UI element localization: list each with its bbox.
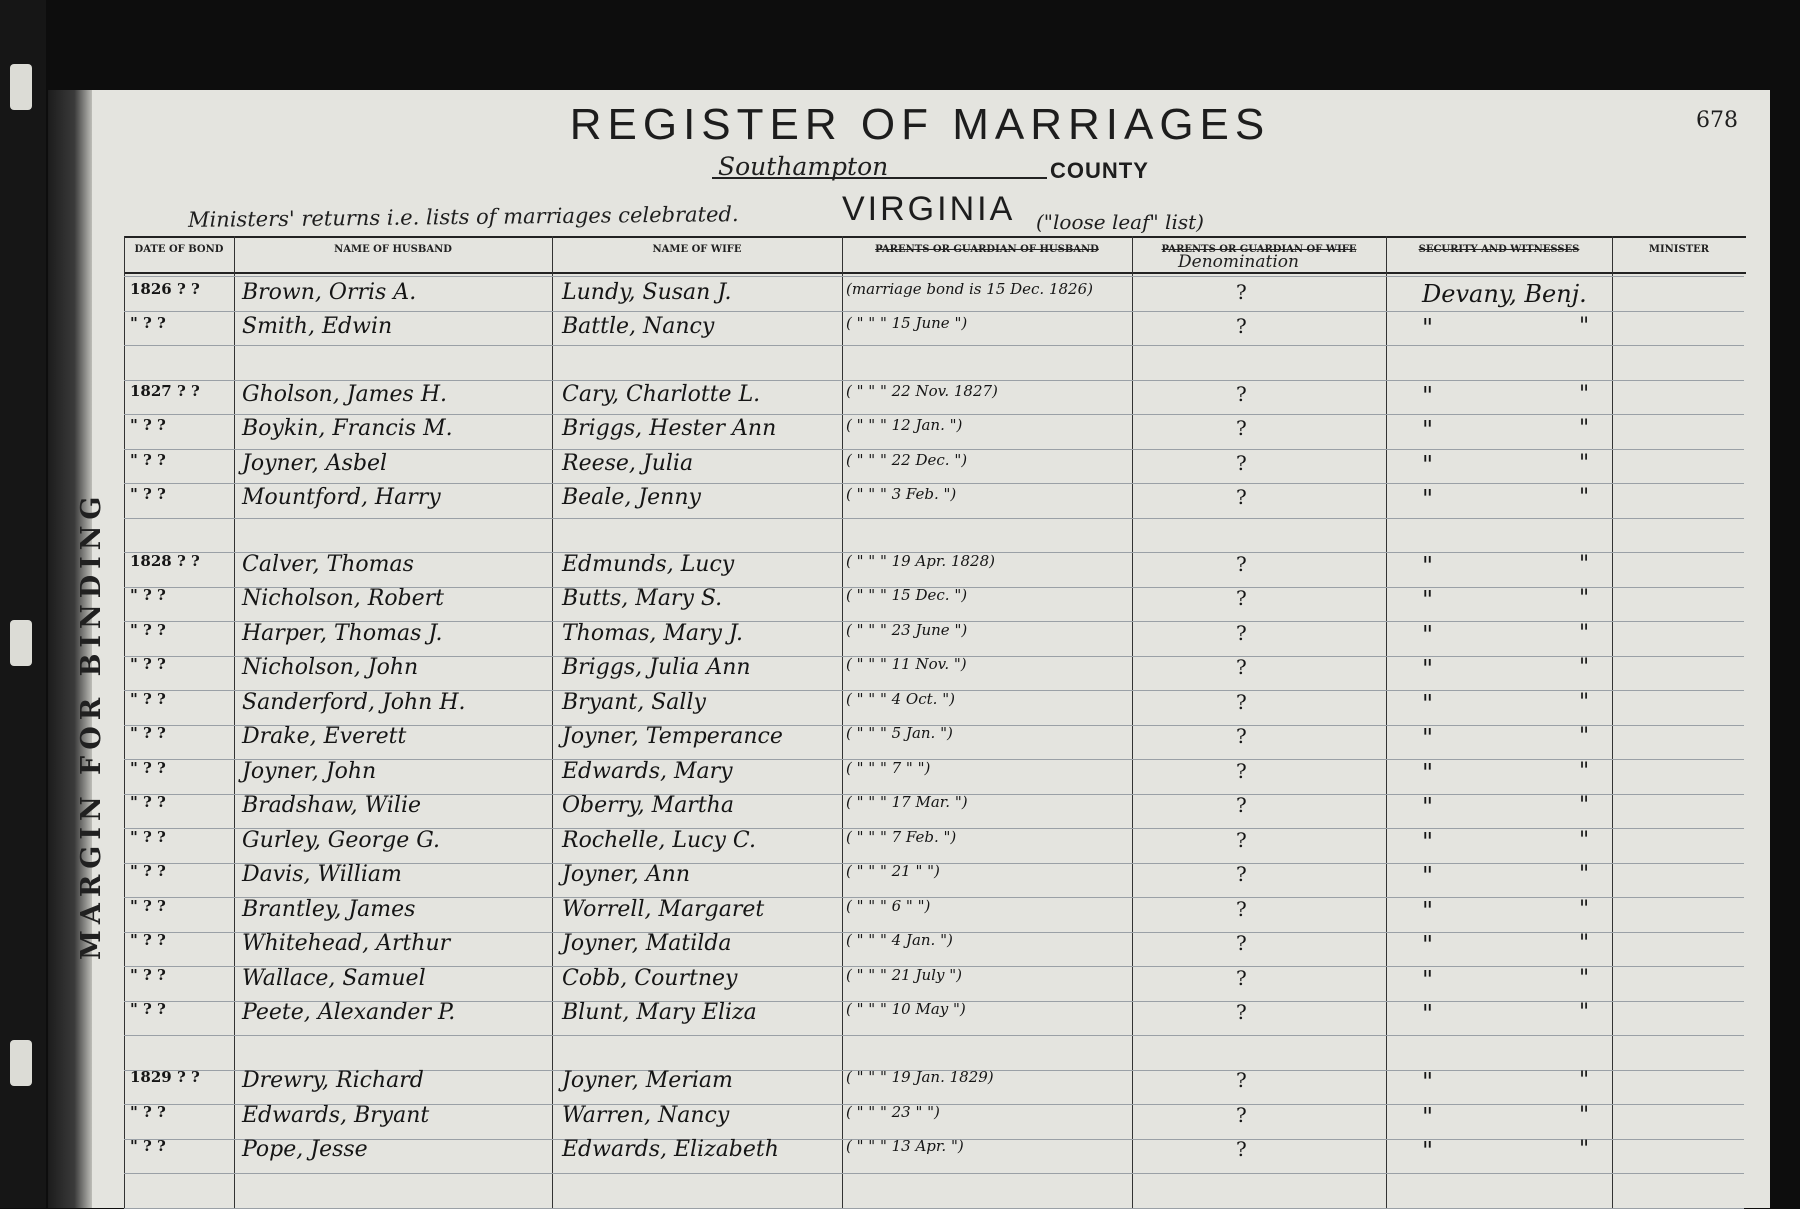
table-row	[124, 621, 1744, 653]
security-surname: "	[1422, 382, 1434, 410]
bond-note: ( " " " 10 May ")	[846, 1000, 966, 1018]
page-number: 678	[1696, 108, 1738, 133]
table-row	[124, 828, 1744, 860]
entry-date: " ? ?	[130, 314, 166, 332]
bond-note: ( " " " 12 Jan. ")	[846, 416, 963, 434]
bond-note: ( " " " 5 Jan. ")	[846, 724, 953, 742]
loose-leaf-note: ("loose leaf" list)	[1036, 210, 1204, 234]
bond-note: ( " " " 23 " ")	[846, 1103, 940, 1121]
denomination-mark: ?	[1236, 1068, 1247, 1092]
bond-note: ( " " " 4 Jan. ")	[846, 931, 953, 949]
security-surname: "	[1422, 897, 1434, 925]
wife-name: Oberry, Martha	[562, 793, 734, 818]
husband-name: Whitehead, Arthur	[242, 931, 451, 956]
table-row	[124, 314, 1744, 346]
husband-name: Smith, Edwin	[242, 314, 393, 339]
wife-name: Edmunds, Lucy	[562, 552, 735, 577]
header-husband: NAME OF HUSBAND	[334, 244, 452, 255]
security-surname: "	[1422, 655, 1434, 683]
husband-name: Davis, William	[242, 862, 402, 887]
ministers-note: Ministers' returns i.e. lists of marriages celebrated.	[187, 202, 739, 232]
security-surname: "	[1422, 485, 1434, 513]
table-row	[124, 586, 1744, 618]
table-row	[124, 280, 1744, 312]
county-label: COUNTY	[1050, 158, 1149, 183]
husband-name: Brown, Orris A.	[242, 280, 417, 305]
security-given-name: "	[1579, 862, 1590, 887]
county-underline	[712, 177, 1047, 179]
entry-date: " ? ?	[130, 416, 166, 434]
wife-name: Worrell, Margaret	[562, 897, 765, 922]
bond-note: ( " " " 15 Dec. ")	[846, 586, 968, 604]
bond-note: ( " " " 7 Feb. ")	[846, 828, 957, 846]
security-given-name: "	[1579, 690, 1590, 715]
husband-name: Gholson, James H.	[242, 382, 447, 407]
denomination-mark: ?	[1236, 1137, 1247, 1161]
table-row	[124, 485, 1744, 517]
security-given-name: "	[1579, 382, 1590, 407]
film-perforation	[10, 620, 32, 666]
header-wife: NAME OF WIFE	[652, 244, 742, 255]
security-surname: "	[1422, 314, 1434, 342]
denomination-mark: ?	[1236, 759, 1247, 783]
husband-name: Boykin, Francis M.	[242, 416, 453, 441]
wife-name: Battle, Nancy	[562, 314, 715, 339]
ruled-line	[124, 1035, 1744, 1036]
wife-name: Briggs, Julia Ann	[562, 655, 751, 680]
wife-name: Butts, Mary S.	[562, 586, 723, 611]
denomination-mark: ?	[1236, 314, 1247, 338]
wife-name: Briggs, Hester Ann	[562, 416, 777, 441]
ruled-line	[124, 518, 1744, 519]
table-row	[124, 552, 1744, 584]
security-given-name: "	[1579, 793, 1590, 818]
margin-for-binding-label: MARGIN FOR BINDING	[76, 490, 107, 960]
wife-name: Edwards, Elizabeth	[562, 1137, 779, 1162]
security-given-name: "	[1579, 966, 1590, 991]
bond-note: ( " " " 22 Nov. 1827)	[846, 382, 998, 400]
entry-date: " ? ?	[130, 1000, 166, 1018]
security-surname: "	[1422, 451, 1434, 479]
table-row	[124, 966, 1744, 998]
state-name: VIRGINIA	[842, 190, 1016, 228]
entry-date: 1827 ? ?	[130, 382, 200, 400]
wife-name: Cary, Charlotte L.	[562, 382, 761, 407]
wife-name: Warren, Nancy	[562, 1103, 730, 1128]
security-given-name: "	[1579, 1137, 1590, 1162]
security-given-name: "	[1579, 586, 1590, 611]
security-given-name: "	[1579, 655, 1590, 680]
husband-name: Nicholson, Robert	[242, 586, 445, 611]
security-given-name: "	[1579, 552, 1590, 577]
security-given-name: "	[1579, 1000, 1590, 1025]
wife-name: Reese, Julia	[562, 451, 694, 476]
entry-date: " ? ?	[130, 931, 166, 949]
bond-note: ( " " " 7 " ")	[846, 759, 931, 777]
wife-name: Edwards, Mary	[562, 759, 733, 784]
security-surname: "	[1422, 966, 1434, 994]
security-given-name: "	[1579, 314, 1590, 339]
security-surname: "	[1422, 416, 1434, 444]
entry-date: " ? ?	[130, 966, 166, 984]
husband-name: Peete, Alexander P.	[242, 1000, 456, 1025]
ruled-line	[124, 380, 1744, 381]
table-row	[124, 416, 1744, 448]
security-given-name: "	[1579, 1103, 1590, 1128]
wife-name: Lundy, Susan J.	[562, 280, 732, 305]
entry-date: 1829 ? ?	[130, 1068, 200, 1086]
entry-date: " ? ?	[130, 451, 166, 469]
denomination-mark: ?	[1236, 416, 1247, 440]
header-security: SECURITY AND WITNESSES	[1418, 244, 1580, 255]
wife-name: Rochelle, Lucy C.	[562, 828, 756, 853]
bond-note: ( " " " 22 Dec. ")	[846, 451, 968, 469]
table-row	[124, 724, 1744, 756]
county-name: Southampton	[718, 152, 889, 181]
ruled-line	[124, 483, 1744, 484]
entry-date: " ? ?	[130, 621, 166, 639]
husband-name: Joyner, John	[242, 759, 377, 784]
entry-date: " ? ?	[130, 655, 166, 673]
header-minister: MINISTER	[1648, 244, 1710, 255]
security-surname: "	[1422, 793, 1434, 821]
husband-name: Nicholson, John	[242, 655, 419, 680]
wife-name: Bryant, Sally	[562, 690, 706, 715]
wife-name: Cobb, Courtney	[562, 966, 738, 991]
entry-date: " ? ?	[130, 862, 166, 880]
denomination-mark: ?	[1236, 382, 1247, 406]
security-given-name: "	[1579, 621, 1590, 646]
denomination-mark: ?	[1236, 621, 1247, 645]
table-row	[124, 793, 1744, 825]
entry-date: " ? ?	[130, 828, 166, 846]
husband-name: Mountford, Harry	[242, 485, 441, 510]
security-surname: "	[1422, 586, 1434, 614]
denomination-note: Denomination	[1178, 252, 1299, 272]
bond-note: ( " " " 21 July ")	[846, 966, 962, 984]
bond-note: ( " " " 17 Mar. ")	[846, 793, 968, 811]
table-row	[124, 759, 1744, 791]
header-parents-husband: PARENTS OR GUARDIAN OF HUSBAND	[875, 244, 1099, 255]
table-row	[124, 1137, 1744, 1169]
entry-date: 1826 ? ?	[130, 280, 200, 298]
table-row	[124, 931, 1744, 963]
denomination-mark: ?	[1236, 897, 1247, 921]
security-surname: "	[1422, 931, 1434, 959]
table-row	[124, 655, 1744, 687]
denomination-mark: ?	[1236, 862, 1247, 886]
ruled-line	[124, 449, 1744, 450]
denomination-mark: ?	[1236, 690, 1247, 714]
security-surname: "	[1422, 862, 1434, 890]
denomination-mark: ?	[1236, 724, 1247, 748]
security-surname: "	[1422, 724, 1434, 752]
security-given-name: "	[1579, 724, 1590, 749]
denomination-mark: ?	[1236, 552, 1247, 576]
bond-note: ( " " " 23 June ")	[846, 621, 968, 639]
security-surname: "	[1422, 1000, 1434, 1028]
header-date: DATE OF BOND	[134, 244, 224, 255]
entry-date: " ? ?	[130, 1137, 166, 1155]
bond-note: ( " " " 15 June ")	[846, 314, 968, 332]
header-parents-wife: PARENTS OR GUARDIAN OF WIFE	[1161, 244, 1357, 255]
ruled-line	[124, 1173, 1744, 1174]
wife-name: Thomas, Mary J.	[562, 621, 744, 646]
denomination-mark: ?	[1236, 1000, 1247, 1024]
denomination-mark: ?	[1236, 280, 1247, 304]
security-given-name: "	[1579, 416, 1590, 441]
bond-note: ( " " " 19 Apr. 1828)	[846, 552, 995, 570]
bond-note: ( " " " 3 Feb. ")	[846, 485, 957, 503]
ruled-line	[124, 276, 1744, 277]
denomination-mark: ?	[1236, 451, 1247, 475]
wife-name: Joyner, Temperance	[562, 724, 783, 749]
security-surname: "	[1422, 1103, 1434, 1131]
security-surname: "	[1422, 759, 1434, 787]
husband-name: Calver, Thomas	[242, 552, 414, 577]
entry-date: " ? ?	[130, 759, 166, 777]
wife-name: Joyner, Ann	[562, 862, 690, 887]
security-given-name: "	[1579, 897, 1590, 922]
table-row	[124, 1103, 1744, 1135]
bond-note: ( " " " 4 Oct. ")	[846, 690, 955, 708]
table-row	[124, 690, 1744, 722]
table-row	[124, 451, 1744, 483]
wife-name: Beale, Jenny	[562, 485, 701, 510]
table-row	[124, 862, 1744, 894]
husband-name: Brantley, James	[242, 897, 416, 922]
entry-date: 1828 ? ?	[130, 552, 200, 570]
security-given-name: "	[1579, 451, 1590, 476]
security-given-name: "	[1579, 828, 1590, 853]
husband-name: Gurley, George G.	[242, 828, 441, 853]
husband-name: Edwards, Bryant	[242, 1103, 430, 1128]
security-surname: "	[1422, 621, 1434, 649]
bond-note: ( " " " 19 Jan. 1829)	[846, 1068, 994, 1086]
entry-date: " ? ?	[130, 793, 166, 811]
table-row	[124, 382, 1744, 414]
husband-name: Harper, Thomas J.	[242, 621, 443, 646]
security-surname: "	[1422, 552, 1434, 580]
husband-name: Joyner, Asbel	[242, 451, 388, 476]
bond-note: ( " " " 21 " ")	[846, 862, 940, 880]
husband-name: Pope, Jesse	[242, 1137, 368, 1162]
entry-date: " ? ?	[130, 485, 166, 503]
bond-note: ( " " " 6 " ")	[846, 897, 931, 915]
bond-note: (marriage bond is 15 Dec. 1826)	[846, 280, 1093, 298]
denomination-mark: ?	[1236, 931, 1247, 955]
column-header-row	[124, 236, 1746, 274]
security-given-name: "	[1579, 931, 1590, 956]
husband-name: Drewry, Richard	[242, 1068, 424, 1093]
security-given-name: "	[1579, 1068, 1590, 1093]
husband-name: Drake, Everett	[242, 724, 407, 749]
bond-note: ( " " " 13 Apr. ")	[846, 1137, 964, 1155]
entry-date: " ? ?	[130, 897, 166, 915]
security-given-name: "	[1579, 485, 1590, 510]
denomination-mark: ?	[1236, 485, 1247, 509]
entry-date: " ? ?	[130, 724, 166, 742]
bond-note: ( " " " 11 Nov. ")	[846, 655, 967, 673]
husband-name: Bradshaw, Wilie	[242, 793, 422, 818]
film-perforation	[10, 1040, 32, 1086]
entry-date: " ? ?	[130, 1103, 166, 1121]
denomination-mark: ?	[1236, 586, 1247, 610]
wife-name: Joyner, Matilda	[562, 931, 732, 956]
security-surname: "	[1422, 1068, 1434, 1096]
denomination-mark: ?	[1236, 828, 1247, 852]
denomination-mark: ?	[1236, 1103, 1247, 1127]
denomination-mark: ?	[1236, 966, 1247, 990]
film-strip	[0, 0, 46, 1208]
husband-name: Sanderford, John H.	[242, 690, 466, 715]
security-surname: "	[1422, 1137, 1434, 1165]
entry-date: " ? ?	[130, 690, 166, 708]
denomination-mark: ?	[1236, 655, 1247, 679]
security-surname: "	[1422, 828, 1434, 856]
ruled-line	[124, 414, 1744, 415]
table-row	[124, 1068, 1744, 1100]
film-perforation	[10, 64, 32, 110]
security-surname: Devany, Benj.	[1422, 280, 1587, 308]
denomination-mark: ?	[1236, 793, 1247, 817]
security-surname: "	[1422, 690, 1434, 718]
table-row	[124, 897, 1744, 929]
entry-date: " ? ?	[130, 586, 166, 604]
husband-name: Wallace, Samuel	[242, 966, 426, 991]
table-row	[124, 1000, 1744, 1032]
page-title: REGISTER OF MARRIAGES	[569, 100, 1271, 149]
security-given-name: "	[1579, 759, 1590, 784]
wife-name: Blunt, Mary Eliza	[562, 1000, 757, 1025]
wife-name: Joyner, Meriam	[562, 1068, 733, 1093]
